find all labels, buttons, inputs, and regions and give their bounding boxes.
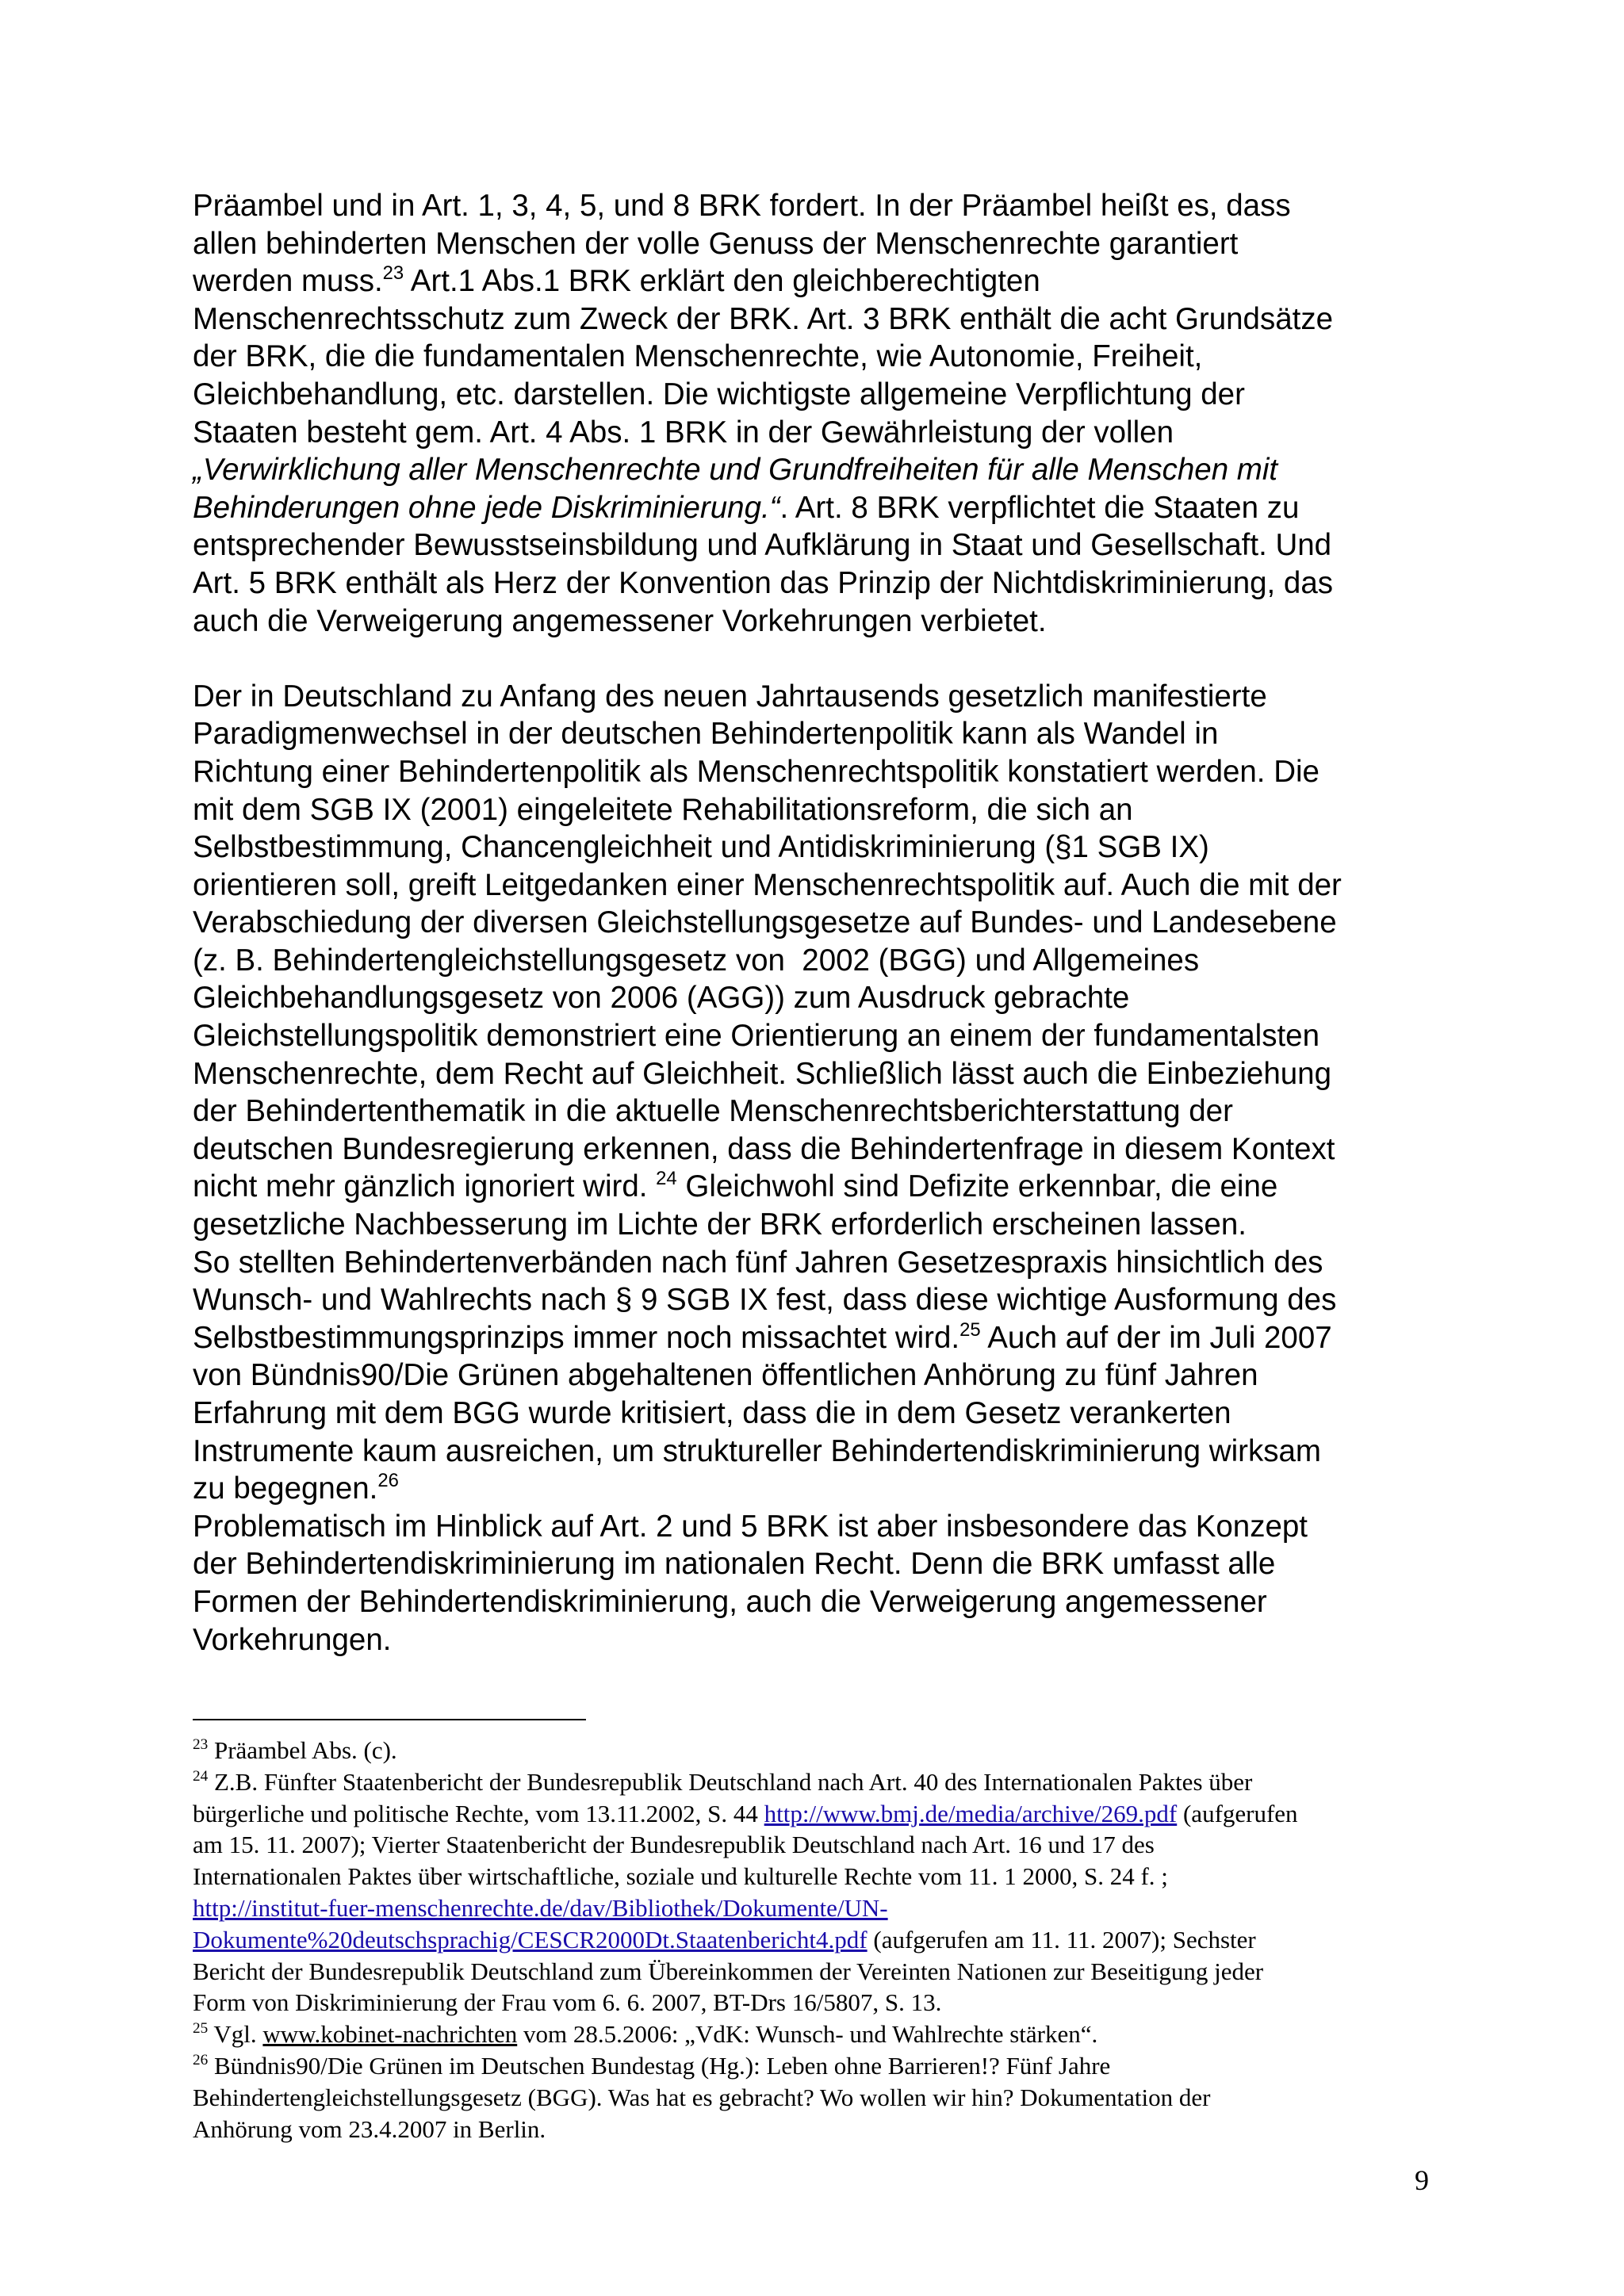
text-span: So stellten Behindertenverbänden nach fünf Jahren Gesetzespraxis hinsichtlich des [193,1245,1323,1280]
text-span: Art. 5 BRK enthält als Herz der Konvention das Prinzip der Nichtdiskriminierung, das [193,565,1333,600]
body-text [193,187,1461,1659]
footnote-text: bürgerliche und politische Rechte, vom 13.11.2002, S. 44 [193,1799,764,1827]
text-span: Menschenrechte, dem Recht auf Gleichheit. Schließlich lässt auch die Einbeziehung [193,1056,1331,1091]
footnote-text: Bündnis90/Die Grünen im Deutschen Bundestag (Hg.): Leben ohne Barrieren!? Fünf Jahre [208,2051,1111,2080]
footnote-line [193,2082,1477,2114]
footnote-ref-24[interactable]: 24 [656,1168,677,1190]
footnote-text: Form von Diskriminierung der Frau vom 6. 6. 2007, BT-Drs 16/5807, S. 13. [193,1988,942,2017]
text-span: . Art. 8 BRK verpflichtet die Staaten zu [779,490,1300,525]
footnote-line [193,2114,1477,2145]
text-span: Der in Deutschland zu Anfang des neuen Jahrtausends gesetzlich manifestierte [193,679,1267,714]
footnote-text: Z.B. Fünfter Staatenbericht der Bundesrepublik Deutschland nach Art. 40 des Internationalen Paktes über [208,1767,1253,1796]
text-span: zu begegnen. [193,1471,378,1506]
footnote-text: (aufgerufen am 11. 11. 2007); Sechster [867,1925,1256,1954]
footnote-line [193,1987,1477,2019]
body-line [193,376,1461,414]
text-span: Wunsch- und Wahlrechts nach § 9 SGB IX fest, dass diese wichtige Ausformung des [193,1283,1337,1318]
text-span: der Behindertenthematik in die aktuelle Menschenrechtsberichterstattung der [193,1094,1233,1129]
footnote-text: Anhörung vom 23.4.2007 in Berlin. [193,2114,546,2143]
footnote-line [193,1924,1477,1956]
body-line [193,1281,1461,1319]
text-span: deutschen Bundesregierung erkennen, dass die Behindertenfrage in diesem Kontext [193,1131,1335,1166]
body-line [193,1093,1461,1131]
text-span: Verabschiedung der diversen Gleichstellungsgesetze auf Bundes- und Landesebene [193,905,1337,940]
body-line [193,1395,1461,1433]
body-line [193,225,1461,263]
page-number: 9 [1415,2164,1429,2196]
footnote-26 [193,2050,1477,2082]
footnote-text: Vgl. [208,2020,263,2049]
text-span: Auch auf der im Juli 2007 [980,1320,1332,1355]
text-span: Formen der Behindertendiskriminierung, auch die Verweigerung angemessener [193,1584,1267,1619]
body-line [193,1244,1461,1282]
body-line [193,526,1461,564]
text-span: Instrumente kaum ausreichen, um struktureller Behindertendiskriminierung wirksam [193,1433,1321,1468]
text-span: Menschenrechtsschutz zum Zweck der BRK. Art. 3 BRK enthält die acht Grundsätze [193,301,1333,336]
bmj-link[interactable]: http://www.bmj.de/media/archive/269.pdf [764,1799,1178,1827]
body-line [193,867,1461,905]
footnote-text: Präambel Abs. (c). [208,1736,397,1764]
footnote-number: 23 [193,1736,209,1754]
text-span: Art.1 Abs.1 BRK erklärt den gleichberechtigten [404,264,1040,299]
body-line [193,678,1461,716]
body-line [193,904,1461,942]
footnote-text: Bericht der Bundesrepublik Deutschland zum Übereinkommen der Vereinten Nationen zur Beseitigung jeder [193,1957,1264,1985]
kobinet-link[interactable]: www.kobinet-nachrichten [262,2020,518,2049]
text-span: orientieren soll, greift Leitgedanken einer Menschenrechtspolitik auf. Auch die mit der [193,867,1342,902]
institut-link-continued[interactable]: Dokumente%20deutschsprachig/CESCR2000Dt.Staatenbericht4.pdf [193,1925,868,1954]
body-line [193,1508,1461,1546]
text-span: Richtung einer Behindertenpolitik als Menschenrechtspolitik konstatiert werden. Die [193,754,1320,789]
text-span: Selbstbestimmungsprinzips immer noch missachtet wird. [193,1320,960,1355]
footnote-ref-26[interactable]: 26 [377,1470,399,1492]
body-line [193,1357,1461,1395]
footnote-ref-23[interactable]: 23 [382,262,404,285]
text-span: der Behindertendiskriminierung im nationalen Recht. Denn die BRK umfasst alle [193,1547,1276,1582]
footnote-line [193,1861,1477,1892]
footnote-separator [193,1719,586,1720]
body-line [193,1206,1461,1244]
body-line [193,187,1461,225]
body-line [193,1168,1461,1206]
footnote-line [193,1892,1477,1924]
body-line [193,451,1461,489]
text-span: Paradigmenwechsel in der deutschen Behindertenpolitik kann als Wandel in [193,717,1219,752]
quote-italic: „Verwirklichung aller Menschenrechte und Grundfreiheiten für alle Menschen mit [193,453,1278,488]
body-line [193,753,1461,791]
body-line [193,715,1461,753]
text-span: gesetzliche Nachbesserung im Lichte der BRK erforderlich erscheinen lassen. [193,1207,1247,1242]
footnote-text: (aufgerufen [1177,1799,1298,1827]
text-span: entsprechender Bewusstseinsbildung und Aufklärung in Staat und Gesellschaft. Und [193,528,1332,563]
body-line [193,1470,1461,1508]
body-line [193,979,1461,1017]
paragraph-gap [193,640,1461,678]
body-line [193,1131,1461,1169]
body-line [193,603,1461,641]
text-span: Selbstbestimmung, Chancengleichheit und Antidiskriminierung (§1 SGB IX) [193,830,1209,865]
text-span: nicht mehr gänzlich ignoriert wird. [193,1169,657,1204]
footnote-number: 26 [193,2052,209,2069]
footnote-25 [193,2019,1477,2050]
body-line [193,1583,1461,1621]
footnote-line [193,1798,1477,1830]
body-line [193,942,1461,980]
body-line [193,1319,1461,1357]
body-line [193,1017,1461,1055]
text-span: der BRK, die die fundamentalen Menschenrechte, wie Autonomie, Freiheit, [193,339,1203,374]
footnote-ref-25[interactable]: 25 [959,1319,981,1341]
text-span: werden muss. [193,264,383,299]
text-span: (z. B. Behindertengleichstellungsgesetz von 2002 (BGG) und Allgemeines [193,943,1200,978]
body-line [193,338,1461,376]
body-line [193,1433,1461,1471]
institut-link[interactable]: http://institut-fuer-menschenrechte.de/dav/Bibliothek/Dokumente/UN- [193,1893,888,1922]
body-line [193,791,1461,829]
footnote-23 [193,1735,1477,1766]
text-span: Gleichbehandlungsgesetz von 2006 (AGG)) zum Ausdruck gebrachte [193,981,1130,1016]
text-span: Vorkehrungen. [193,1622,392,1657]
footnote-number: 25 [193,2020,209,2038]
text-span: auch die Verweigerung angemessener Vorkehrungen verbietet. [193,603,1047,638]
text-span: Problematisch im Hinblick auf Art. 2 und 5 BRK ist aber insbesondere das Konzept [193,1509,1308,1544]
text-span: mit dem SGB IX (2001) eingeleitete Rehabilitationsreform, die sich an [193,792,1133,827]
footnote-text: am 15. 11. 2007); Vierter Staatenbericht der Bundesrepublik Deutschland nach Art. 16 und 17 des [193,1831,1155,1859]
footnote-text: Behindertengleichstellungsgesetz (BGG). Was hat es gebracht? Wo wollen wir hin? Dokumentation der [193,2083,1211,2111]
body-line [193,300,1461,339]
body-line [193,564,1461,603]
text-span: Erfahrung mit dem BGG wurde kritisiert, dass die in dem Gesetz verankerten [193,1396,1231,1430]
text-span: Staaten besteht gem. Art. 4 Abs. 1 BRK in der Gewährleistung der vollen [193,415,1174,450]
text-span: Präambel und in Art. 1, 3, 4, 5, und 8 BRK fordert. In der Präambel heißt es, dass [193,189,1291,223]
body-line [193,489,1461,527]
text-span: Gleichbehandlung, etc. darstellen. Die wichtigste allgemeine Verpflichtung der [193,377,1245,411]
text-span: Gleichstellungspolitik demonstriert eine Orientierung an einem der fundamentalsten [193,1019,1320,1054]
footnote-line [193,1956,1477,1988]
body-line [193,1055,1461,1093]
footnote-text: vom 28.5.2006: „VdK: Wunsch- und Wahlrechte stärken“. [517,2020,1098,2049]
footnote-text: Internationalen Paktes über wirtschaftliche, soziale und kulturelle Rechte vom 11. 1 2000, S. 24 f. ; [193,1862,1168,1891]
body-line [193,1621,1461,1659]
footnote-line [193,1829,1477,1861]
footnote-number: 24 [193,1767,209,1785]
body-line [193,1545,1461,1583]
text-span: allen behinderten Menschen der volle Genuss der Menschenrechte garantiert [193,226,1239,261]
text-span: Gleichwohl sind Defizite erkennbar, die eine [676,1169,1278,1204]
body-line [193,262,1461,300]
footnotes [193,1735,1477,2145]
footnote-24 [193,1766,1477,1798]
body-line [193,828,1461,867]
quote-italic: Behinderungen ohne jede Diskriminierung.“ [193,490,780,525]
text-span: von Bündnis90/Die Grünen abgehaltenen öffentlichen Anhörung zu fünf Jahren [193,1358,1258,1393]
body-line [193,414,1461,452]
